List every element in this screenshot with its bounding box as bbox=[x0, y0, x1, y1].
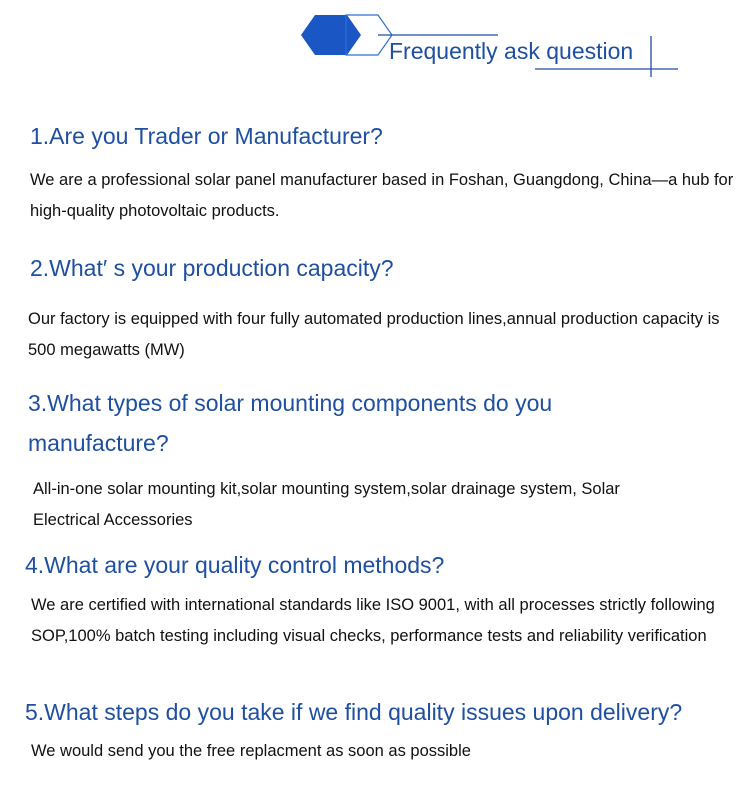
faq-answer-4: We are certified with international standards like ISO 9001, with all processes strictly following SOP,100% batch testing including visual checks, performance tests and reliability verification bbox=[31, 596, 715, 645]
faq-answer-3: All-in-one solar mounting kit,solar mounting system,solar drainage system, Solar Electrical Accessories bbox=[33, 480, 620, 529]
faq-answer-5: We would send you the free replacment as soon as possible bbox=[31, 742, 471, 760]
hexagon-icon bbox=[301, 15, 361, 55]
faq-question-5: 5.What steps do you take if we find quality issues upon delivery? bbox=[25, 699, 683, 725]
faq-answer-1: We are a professional solar panel manufacturer based in Foshan, Guangdong, China—a hub for high-quality photovoltaic products. bbox=[30, 171, 734, 220]
faq-answer-2: Our factory is equipped with four fully automated production lines,annual production capacity is 500 megawatts (MW) bbox=[28, 310, 720, 359]
faq-question-4: 4.What are your quality control methods? bbox=[25, 552, 445, 578]
faq-question-2: 2.What′ s your production capacity? bbox=[30, 255, 394, 281]
faq-question-1: 1.Are you Trader or Manufacturer? bbox=[30, 123, 383, 149]
header-decoration bbox=[0, 0, 750, 80]
faq-header bbox=[0, 0, 750, 80]
faq-question-3: 3.What types of solar mounting components do you manufacture? bbox=[28, 390, 553, 456]
page-title: Frequently ask question bbox=[389, 38, 634, 64]
